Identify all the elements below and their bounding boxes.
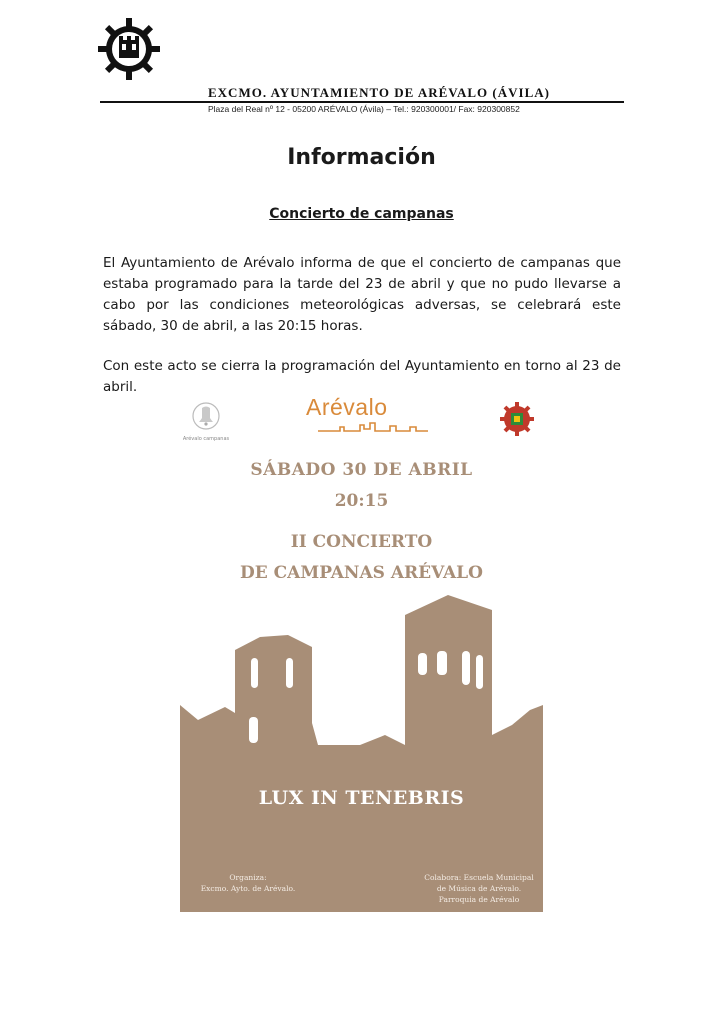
section-subtitle: Concierto de campanas: [269, 206, 454, 222]
organizer-name: Excmo. Ayto. de Arévalo.: [200, 884, 296, 893]
header-divider: [100, 101, 624, 103]
collaborator-credit: [420, 872, 538, 905]
collaborator-line: Colabora: Escuela Municipal: [424, 873, 534, 882]
organizer-credit: [188, 872, 308, 894]
church-towers-silhouette: [180, 595, 543, 912]
body-paragraph: Con este acto se cierra la programación del Ayuntamiento en torno al 23 de abril.: [103, 358, 621, 395]
organization-address: Plaza del Real nº 12 - 05200 ARÉVALO (Ávila) – Tel.: 920300001/ Fax: 920300852: [208, 104, 520, 114]
arevalo-logo-text: Arévalo: [306, 394, 388, 420]
arevalo-skyline-logo: [300, 396, 430, 436]
organizer-label: Organiza:: [229, 873, 267, 882]
body-paragraph: El Ayuntamiento de Arévalo informa de que el concierto de campanas que estaba programado para la tarde del 23 de abril y que no pudo llevarse a cabo por las condiciones meteorológicas adversas, se celebrará este sábado, 30 de abril, a las 20:15 horas.: [103, 255, 621, 334]
poster-motto: LUX IN TENEBRIS: [258, 787, 465, 809]
poster-title-line-2: DE CAMPANAS ARÉVALO: [240, 563, 483, 583]
coat-of-arms-logo: [98, 18, 160, 80]
bell-logo-caption: Arévalo campanas: [182, 436, 230, 442]
municipal-seal-icon: [500, 402, 534, 436]
organization-name: EXCMO. AYUNTAMIENTO DE ARÉVALO (ÁVILA): [208, 85, 550, 100]
poster-time: 20:15: [334, 491, 389, 511]
poster-date: SÁBADO 30 DE ABRIL: [250, 460, 473, 480]
page-title: Información: [287, 145, 436, 170]
collaborator-line: de Música de Arévalo.: [436, 884, 522, 893]
poster-title-line-1: II CONCIERTO: [290, 532, 433, 552]
collaborator-line: Parroquia de Arévalo: [438, 895, 520, 904]
